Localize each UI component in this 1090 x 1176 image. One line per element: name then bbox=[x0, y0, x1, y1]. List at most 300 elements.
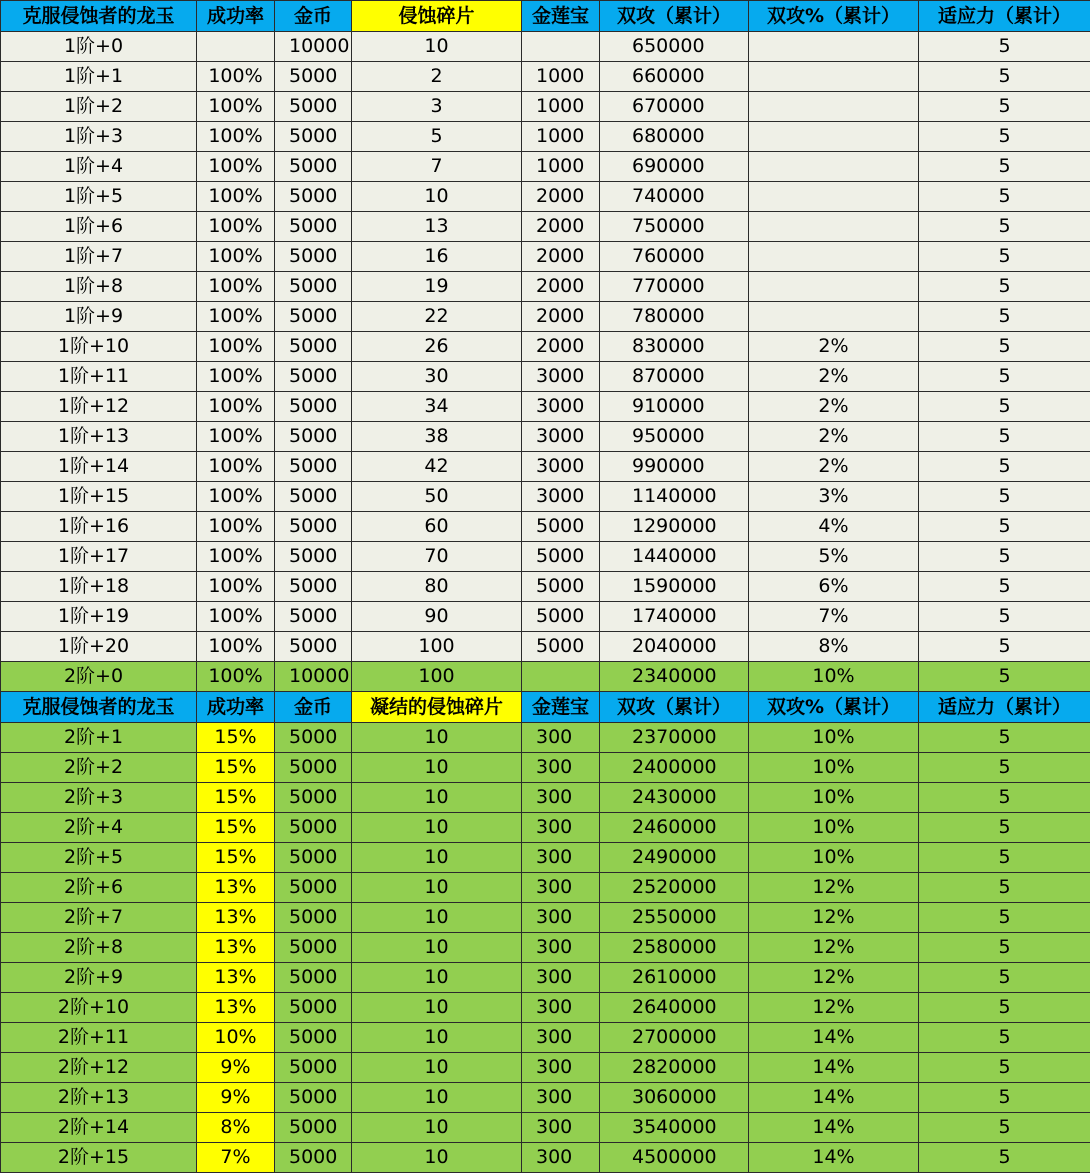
success-rate-cell: 100% bbox=[197, 242, 275, 272]
table-row bbox=[1, 62, 1090, 92]
shard-cell: 10 bbox=[352, 993, 522, 1023]
lotus-cell: 300 bbox=[522, 783, 600, 813]
lotus-cell: 2000 bbox=[522, 212, 600, 242]
shard-cell: 19 bbox=[352, 272, 522, 302]
gold-cell: 5000 bbox=[275, 993, 352, 1023]
adaptability-cell: 5 bbox=[919, 783, 1090, 813]
stage-cell: 2阶+13 bbox=[1, 1083, 197, 1113]
stage-cell: 1阶+15 bbox=[1, 482, 197, 512]
success-rate-cell: 100% bbox=[197, 482, 275, 512]
table-row bbox=[1, 1053, 1090, 1083]
gold-cell: 5000 bbox=[275, 1083, 352, 1113]
column-header-success-rate: 成功率 bbox=[197, 692, 275, 723]
table-row bbox=[1, 602, 1090, 632]
column-header-lotus: 金莲宝 bbox=[522, 692, 600, 723]
success-rate-cell: 100% bbox=[197, 452, 275, 482]
success-rate-cell: 9% bbox=[197, 1053, 275, 1083]
lotus-cell: 3000 bbox=[522, 392, 600, 422]
dual-attack-percent-cell bbox=[749, 242, 919, 272]
stage-cell: 1阶+6 bbox=[1, 212, 197, 242]
dual-attack-percent-cell: 10% bbox=[749, 813, 919, 843]
dual-attack-cell: 2580000 bbox=[600, 933, 749, 963]
adaptability-cell: 5 bbox=[919, 933, 1090, 963]
stage-cell: 1阶+16 bbox=[1, 512, 197, 542]
lotus-cell: 1000 bbox=[522, 92, 600, 122]
dual-attack-cell: 760000 bbox=[600, 242, 749, 272]
dual-attack-cell: 2820000 bbox=[600, 1053, 749, 1083]
dual-attack-cell: 1290000 bbox=[600, 512, 749, 542]
gold-cell: 10000 bbox=[275, 662, 352, 692]
lotus-cell: 300 bbox=[522, 933, 600, 963]
shard-cell: 22 bbox=[352, 302, 522, 332]
gold-cell: 5000 bbox=[275, 632, 352, 662]
lotus-cell: 2000 bbox=[522, 272, 600, 302]
table-row bbox=[1, 452, 1090, 482]
dual-attack-percent-cell: 2% bbox=[749, 392, 919, 422]
lotus-cell: 1000 bbox=[522, 62, 600, 92]
stage-cell: 1阶+17 bbox=[1, 542, 197, 572]
column-header-dual-attack: 双攻（累计） bbox=[600, 692, 749, 723]
table-row bbox=[1, 723, 1090, 753]
adaptability-cell: 5 bbox=[919, 903, 1090, 933]
dual-attack-percent-cell bbox=[749, 62, 919, 92]
dual-attack-cell: 870000 bbox=[600, 362, 749, 392]
stage-cell: 2阶+11 bbox=[1, 1023, 197, 1053]
stage-cell: 1阶+8 bbox=[1, 272, 197, 302]
shard-cell: 30 bbox=[352, 362, 522, 392]
adaptability-cell: 5 bbox=[919, 122, 1090, 152]
dual-attack-percent-cell bbox=[749, 152, 919, 182]
dual-attack-percent-cell: 7% bbox=[749, 602, 919, 632]
dual-attack-percent-cell bbox=[749, 302, 919, 332]
adaptability-cell: 5 bbox=[919, 152, 1090, 182]
dual-attack-percent-cell: 8% bbox=[749, 632, 919, 662]
table-row bbox=[1, 1023, 1090, 1053]
success-rate-cell: 100% bbox=[197, 422, 275, 452]
stage-cell: 1阶+20 bbox=[1, 632, 197, 662]
column-header-lotus: 金莲宝 bbox=[522, 1, 600, 32]
column-header-adaptability: 适应力（累计） bbox=[919, 692, 1090, 723]
dual-attack-percent-cell: 4% bbox=[749, 512, 919, 542]
success-rate-cell: 13% bbox=[197, 993, 275, 1023]
table-row bbox=[1, 92, 1090, 122]
shard-cell: 10 bbox=[352, 182, 522, 212]
success-rate-cell: 100% bbox=[197, 302, 275, 332]
dual-attack-cell: 740000 bbox=[600, 182, 749, 212]
adaptability-cell: 5 bbox=[919, 182, 1090, 212]
dual-attack-cell: 1140000 bbox=[600, 482, 749, 512]
gold-cell: 5000 bbox=[275, 602, 352, 632]
gold-cell: 5000 bbox=[275, 242, 352, 272]
adaptability-cell: 5 bbox=[919, 1023, 1090, 1053]
adaptability-cell: 5 bbox=[919, 1053, 1090, 1083]
lotus-cell: 2000 bbox=[522, 332, 600, 362]
dual-attack-percent-cell: 14% bbox=[749, 1113, 919, 1143]
success-rate-cell: 100% bbox=[197, 272, 275, 302]
tier1-rows bbox=[1, 32, 1090, 662]
lotus-cell bbox=[522, 662, 600, 692]
success-rate-cell: 8% bbox=[197, 1113, 275, 1143]
shard-cell: 10 bbox=[352, 783, 522, 813]
dual-attack-percent-cell: 10% bbox=[749, 843, 919, 873]
dual-attack-cell: 680000 bbox=[600, 122, 749, 152]
shard-cell: 10 bbox=[352, 963, 522, 993]
dual-attack-cell: 2550000 bbox=[600, 903, 749, 933]
adaptability-cell: 5 bbox=[919, 662, 1090, 692]
stage-cell: 1阶+11 bbox=[1, 362, 197, 392]
success-rate-cell: 15% bbox=[197, 783, 275, 813]
shard-cell: 10 bbox=[352, 1143, 522, 1173]
success-rate-cell: 100% bbox=[197, 182, 275, 212]
table-row bbox=[1, 272, 1090, 302]
lotus-cell: 300 bbox=[522, 813, 600, 843]
dual-attack-percent-cell bbox=[749, 92, 919, 122]
shard-cell: 70 bbox=[352, 542, 522, 572]
dual-attack-percent-cell: 6% bbox=[749, 572, 919, 602]
tier2-header bbox=[1, 692, 1090, 723]
stage-cell: 1阶+12 bbox=[1, 392, 197, 422]
dual-attack-percent-cell: 2% bbox=[749, 362, 919, 392]
stage-cell: 2阶+9 bbox=[1, 963, 197, 993]
success-rate-cell: 13% bbox=[197, 873, 275, 903]
dual-attack-percent-cell bbox=[749, 182, 919, 212]
dual-attack-cell: 1590000 bbox=[600, 572, 749, 602]
dual-attack-cell: 2430000 bbox=[600, 783, 749, 813]
adaptability-cell: 5 bbox=[919, 963, 1090, 993]
dual-attack-cell: 910000 bbox=[600, 392, 749, 422]
dual-attack-percent-cell: 14% bbox=[749, 1083, 919, 1113]
success-rate-cell: 100% bbox=[197, 572, 275, 602]
column-header-item: 克服侵蚀者的龙玉 bbox=[1, 692, 197, 723]
shard-cell: 2 bbox=[352, 62, 522, 92]
adaptability-cell: 5 bbox=[919, 753, 1090, 783]
lotus-cell: 2000 bbox=[522, 182, 600, 212]
table-row bbox=[1, 542, 1090, 572]
table-row bbox=[1, 1083, 1090, 1113]
gold-cell: 5000 bbox=[275, 1113, 352, 1143]
dual-attack-cell: 4500000 bbox=[600, 1143, 749, 1173]
gold-cell: 5000 bbox=[275, 542, 352, 572]
adaptability-cell: 5 bbox=[919, 602, 1090, 632]
adaptability-cell: 5 bbox=[919, 62, 1090, 92]
gold-cell: 5000 bbox=[275, 843, 352, 873]
dual-attack-percent-cell: 12% bbox=[749, 903, 919, 933]
dual-attack-cell: 2520000 bbox=[600, 873, 749, 903]
dual-attack-percent-cell bbox=[749, 272, 919, 302]
table-row bbox=[1, 512, 1090, 542]
success-rate-cell: 10% bbox=[197, 1023, 275, 1053]
dual-attack-cell: 2370000 bbox=[600, 723, 749, 753]
dual-attack-percent-cell: 12% bbox=[749, 963, 919, 993]
shard-cell: 7 bbox=[352, 152, 522, 182]
success-rate-cell: 7% bbox=[197, 1143, 275, 1173]
lotus-cell: 300 bbox=[522, 1023, 600, 1053]
table-row bbox=[1, 182, 1090, 212]
dual-attack-percent-cell: 12% bbox=[749, 933, 919, 963]
gold-cell: 5000 bbox=[275, 753, 352, 783]
gold-cell: 5000 bbox=[275, 783, 352, 813]
lotus-cell: 5000 bbox=[522, 602, 600, 632]
shard-cell: 26 bbox=[352, 332, 522, 362]
table-row bbox=[1, 212, 1090, 242]
adaptability-cell: 5 bbox=[919, 723, 1090, 753]
stage-cell: 2阶+0 bbox=[1, 662, 197, 692]
dual-attack-cell: 660000 bbox=[600, 62, 749, 92]
gold-cell: 5000 bbox=[275, 272, 352, 302]
table-row bbox=[1, 392, 1090, 422]
tier2-rows bbox=[1, 723, 1090, 1173]
gold-cell: 5000 bbox=[275, 212, 352, 242]
stage-cell: 2阶+15 bbox=[1, 1143, 197, 1173]
stage-cell: 1阶+0 bbox=[1, 32, 197, 62]
adaptability-cell: 5 bbox=[919, 512, 1090, 542]
adaptability-cell: 5 bbox=[919, 843, 1090, 873]
shard-cell: 10 bbox=[352, 723, 522, 753]
lotus-cell: 1000 bbox=[522, 122, 600, 152]
dual-attack-cell: 780000 bbox=[600, 302, 749, 332]
success-rate-cell: 100% bbox=[197, 62, 275, 92]
success-rate-cell: 100% bbox=[197, 632, 275, 662]
column-header-success-rate: 成功率 bbox=[197, 1, 275, 32]
dual-attack-percent-cell: 10% bbox=[749, 723, 919, 753]
lotus-cell: 300 bbox=[522, 993, 600, 1023]
table-row bbox=[1, 813, 1090, 843]
gold-cell: 5000 bbox=[275, 512, 352, 542]
gold-cell: 5000 bbox=[275, 452, 352, 482]
table-row bbox=[1, 362, 1090, 392]
table-row bbox=[1, 873, 1090, 903]
shard-cell: 10 bbox=[352, 1113, 522, 1143]
dual-attack-percent-cell: 2% bbox=[749, 422, 919, 452]
dual-attack-percent-cell: 2% bbox=[749, 332, 919, 362]
shard-cell: 10 bbox=[352, 843, 522, 873]
gold-cell: 10000 bbox=[275, 32, 352, 62]
table-row bbox=[1, 1113, 1090, 1143]
adaptability-cell: 5 bbox=[919, 993, 1090, 1023]
success-rate-cell: 13% bbox=[197, 933, 275, 963]
table-row bbox=[1, 662, 1090, 692]
lotus-cell: 300 bbox=[522, 1143, 600, 1173]
success-rate-cell: 13% bbox=[197, 903, 275, 933]
lotus-cell bbox=[522, 32, 600, 62]
stage-cell: 2阶+8 bbox=[1, 933, 197, 963]
stage-cell: 1阶+1 bbox=[1, 62, 197, 92]
adaptability-cell: 5 bbox=[919, 452, 1090, 482]
table-row bbox=[1, 903, 1090, 933]
success-rate-cell: 15% bbox=[197, 723, 275, 753]
table-row bbox=[1, 242, 1090, 272]
shard-cell: 10 bbox=[352, 873, 522, 903]
stage-cell: 2阶+14 bbox=[1, 1113, 197, 1143]
dual-attack-cell: 2610000 bbox=[600, 963, 749, 993]
adaptability-cell: 5 bbox=[919, 362, 1090, 392]
dual-attack-cell: 3540000 bbox=[600, 1113, 749, 1143]
shard-cell: 10 bbox=[352, 1083, 522, 1113]
dual-attack-cell: 1440000 bbox=[600, 542, 749, 572]
lotus-cell: 3000 bbox=[522, 362, 600, 392]
table-row bbox=[1, 122, 1090, 152]
gold-cell: 5000 bbox=[275, 392, 352, 422]
lotus-cell: 5000 bbox=[522, 512, 600, 542]
dual-attack-cell: 2700000 bbox=[600, 1023, 749, 1053]
adaptability-cell: 5 bbox=[919, 873, 1090, 903]
dual-attack-cell: 2340000 bbox=[600, 662, 749, 692]
success-rate-cell: 15% bbox=[197, 843, 275, 873]
dual-attack-percent-cell bbox=[749, 122, 919, 152]
gold-cell: 5000 bbox=[275, 482, 352, 512]
table-row bbox=[1, 963, 1090, 993]
lotus-cell: 300 bbox=[522, 903, 600, 933]
shard-cell: 3 bbox=[352, 92, 522, 122]
gold-cell: 5000 bbox=[275, 332, 352, 362]
table-row bbox=[1, 993, 1090, 1023]
success-rate-cell: 100% bbox=[197, 512, 275, 542]
adaptability-cell: 5 bbox=[919, 92, 1090, 122]
dual-attack-cell: 690000 bbox=[600, 152, 749, 182]
dual-attack-cell: 2040000 bbox=[600, 632, 749, 662]
transition-rows bbox=[1, 662, 1090, 692]
dual-attack-percent-cell bbox=[749, 212, 919, 242]
adaptability-cell: 5 bbox=[919, 813, 1090, 843]
stage-cell: 2阶+4 bbox=[1, 813, 197, 843]
stage-cell: 1阶+7 bbox=[1, 242, 197, 272]
dual-attack-cell: 650000 bbox=[600, 32, 749, 62]
dual-attack-percent-cell: 12% bbox=[749, 873, 919, 903]
shard-cell: 50 bbox=[352, 482, 522, 512]
success-rate-cell: 100% bbox=[197, 662, 275, 692]
success-rate-cell: 15% bbox=[197, 813, 275, 843]
dual-attack-percent-cell: 10% bbox=[749, 753, 919, 783]
adaptability-cell: 5 bbox=[919, 302, 1090, 332]
gold-cell: 5000 bbox=[275, 1143, 352, 1173]
dual-attack-cell: 3060000 bbox=[600, 1083, 749, 1113]
success-rate-cell: 100% bbox=[197, 542, 275, 572]
adaptability-cell: 5 bbox=[919, 32, 1090, 62]
stage-cell: 1阶+18 bbox=[1, 572, 197, 602]
lotus-cell: 300 bbox=[522, 723, 600, 753]
stage-cell: 2阶+12 bbox=[1, 1053, 197, 1083]
gold-cell: 5000 bbox=[275, 92, 352, 122]
success-rate-cell: 100% bbox=[197, 392, 275, 422]
column-header-dual-attack-percent: 双攻%（累计） bbox=[749, 692, 919, 723]
dual-attack-percent-cell: 10% bbox=[749, 783, 919, 813]
column-header-dual-attack-percent: 双攻%（累计） bbox=[749, 1, 919, 32]
column-header-shard: 侵蚀碎片 bbox=[352, 1, 522, 32]
adaptability-cell: 5 bbox=[919, 572, 1090, 602]
lotus-cell: 2000 bbox=[522, 242, 600, 272]
lotus-cell: 5000 bbox=[522, 542, 600, 572]
lotus-cell: 300 bbox=[522, 843, 600, 873]
column-header-dual-attack: 双攻（累计） bbox=[600, 1, 749, 32]
table-row bbox=[1, 753, 1090, 783]
shard-cell: 100 bbox=[352, 632, 522, 662]
dual-attack-percent-cell: 14% bbox=[749, 1053, 919, 1083]
column-header-gold: 金币 bbox=[275, 692, 352, 723]
lotus-cell: 2000 bbox=[522, 302, 600, 332]
dual-attack-percent-cell: 14% bbox=[749, 1023, 919, 1053]
stage-cell: 2阶+5 bbox=[1, 843, 197, 873]
gold-cell: 5000 bbox=[275, 422, 352, 452]
adaptability-cell: 5 bbox=[919, 1083, 1090, 1113]
adaptability-cell: 5 bbox=[919, 242, 1090, 272]
dual-attack-cell: 2490000 bbox=[600, 843, 749, 873]
success-rate-cell: 100% bbox=[197, 212, 275, 242]
lotus-cell: 300 bbox=[522, 1053, 600, 1083]
lotus-cell: 5000 bbox=[522, 632, 600, 662]
lotus-cell: 300 bbox=[522, 963, 600, 993]
gold-cell: 5000 bbox=[275, 933, 352, 963]
header-row-tier1 bbox=[1, 1, 1090, 32]
success-rate-cell bbox=[197, 32, 275, 62]
shard-cell: 80 bbox=[352, 572, 522, 602]
stage-cell: 2阶+6 bbox=[1, 873, 197, 903]
lotus-cell: 1000 bbox=[522, 152, 600, 182]
success-rate-cell: 100% bbox=[197, 362, 275, 392]
stage-cell: 1阶+5 bbox=[1, 182, 197, 212]
success-rate-cell: 13% bbox=[197, 963, 275, 993]
table-row bbox=[1, 572, 1090, 602]
stage-cell: 1阶+14 bbox=[1, 452, 197, 482]
dual-attack-cell: 2400000 bbox=[600, 753, 749, 783]
gold-cell: 5000 bbox=[275, 302, 352, 332]
lotus-cell: 3000 bbox=[522, 452, 600, 482]
header-row-tier2 bbox=[1, 692, 1090, 723]
gold-cell: 5000 bbox=[275, 362, 352, 392]
gold-cell: 5000 bbox=[275, 62, 352, 92]
adaptability-cell: 5 bbox=[919, 272, 1090, 302]
stage-cell: 1阶+9 bbox=[1, 302, 197, 332]
success-rate-cell: 15% bbox=[197, 753, 275, 783]
shard-cell: 100 bbox=[352, 662, 522, 692]
dual-attack-percent-cell: 5% bbox=[749, 542, 919, 572]
dual-attack-percent-cell: 2% bbox=[749, 452, 919, 482]
lotus-cell: 300 bbox=[522, 1113, 600, 1143]
stage-cell: 1阶+19 bbox=[1, 602, 197, 632]
adaptability-cell: 5 bbox=[919, 1143, 1090, 1173]
shard-cell: 10 bbox=[352, 1023, 522, 1053]
table-row bbox=[1, 332, 1090, 362]
shard-cell: 10 bbox=[352, 32, 522, 62]
dual-attack-percent-cell: 3% bbox=[749, 482, 919, 512]
dual-attack-cell: 2460000 bbox=[600, 813, 749, 843]
success-rate-cell: 100% bbox=[197, 602, 275, 632]
table-row bbox=[1, 933, 1090, 963]
lotus-cell: 300 bbox=[522, 753, 600, 783]
shard-cell: 13 bbox=[352, 212, 522, 242]
column-header-item: 克服侵蚀者的龙玉 bbox=[1, 1, 197, 32]
table-row bbox=[1, 843, 1090, 873]
stage-cell: 2阶+7 bbox=[1, 903, 197, 933]
table-row bbox=[1, 32, 1090, 62]
shard-cell: 10 bbox=[352, 813, 522, 843]
dual-attack-cell: 2640000 bbox=[600, 993, 749, 1023]
gold-cell: 5000 bbox=[275, 813, 352, 843]
stage-cell: 2阶+10 bbox=[1, 993, 197, 1023]
adaptability-cell: 5 bbox=[919, 632, 1090, 662]
table-row bbox=[1, 422, 1090, 452]
dual-attack-cell: 770000 bbox=[600, 272, 749, 302]
shard-cell: 38 bbox=[352, 422, 522, 452]
shard-cell: 16 bbox=[352, 242, 522, 272]
adaptability-cell: 5 bbox=[919, 542, 1090, 572]
gold-cell: 5000 bbox=[275, 152, 352, 182]
lotus-cell: 3000 bbox=[522, 422, 600, 452]
column-header-adaptability: 适应力（累计） bbox=[919, 1, 1090, 32]
shard-cell: 60 bbox=[352, 512, 522, 542]
table-row bbox=[1, 632, 1090, 662]
success-rate-cell: 100% bbox=[197, 332, 275, 362]
gold-cell: 5000 bbox=[275, 873, 352, 903]
